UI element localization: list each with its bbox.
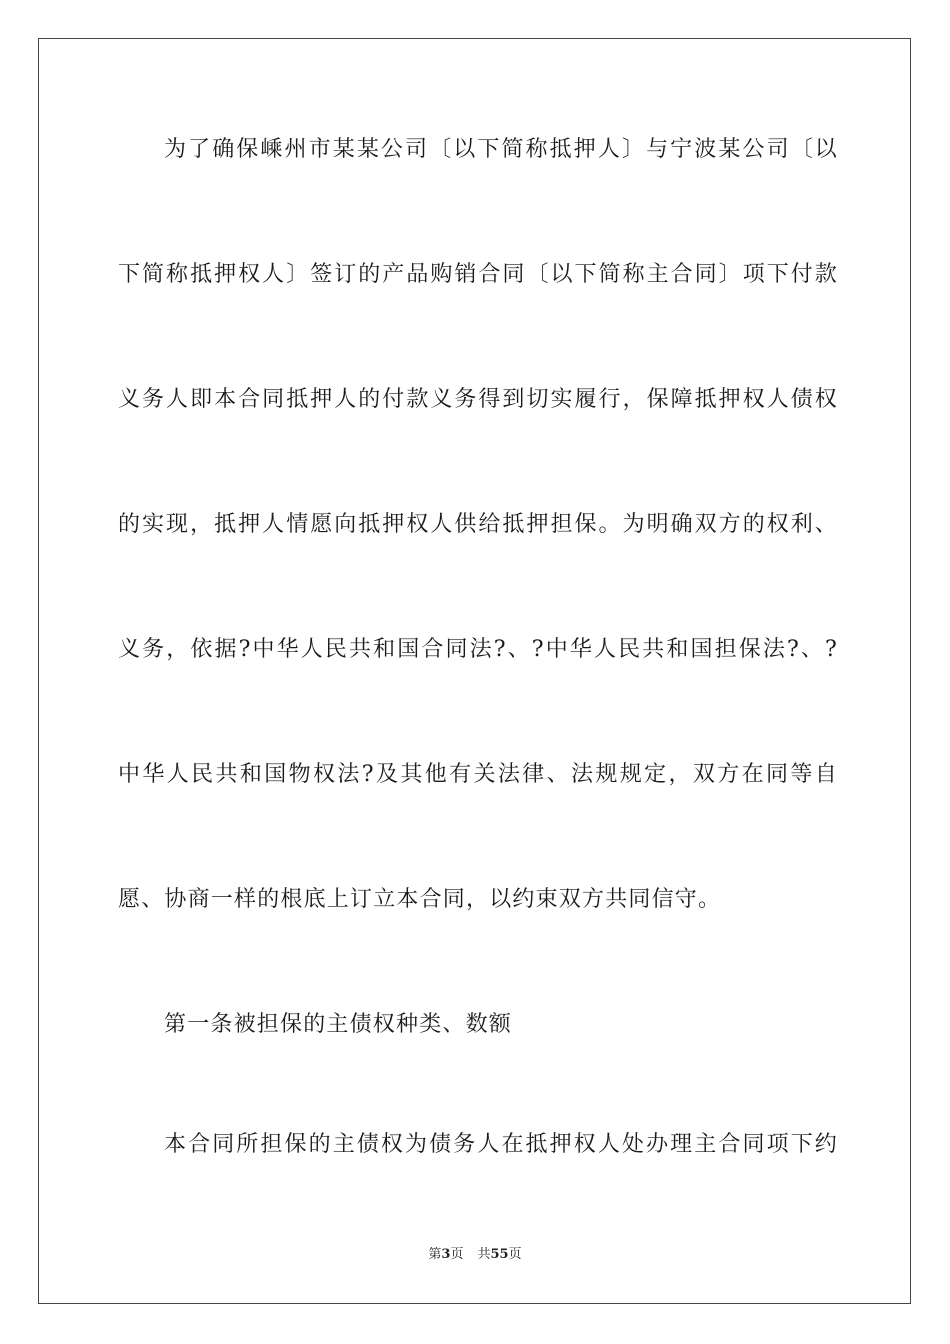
paragraph-line: 本合同所担保的主债权为债务人在抵押权人处办理主合同项下约: [164, 1132, 838, 1157]
paragraph-line: 为了确保嵊州市某某公司〔以下简称抵押人〕与宁波某公司〔以: [164, 137, 838, 162]
page-suffix: 页: [450, 1247, 464, 1262]
paragraph-line: 愿、协商一样的根底上订立本合同，以约束双方共同信守。: [118, 887, 722, 912]
total-pages: 55: [490, 1247, 509, 1262]
paragraph-line: 义务，依据?中华人民共和国合同法?、?中华人民共和国担保法?、?: [118, 637, 838, 662]
page-prefix: 第: [428, 1247, 442, 1262]
paragraph-line: 的实现，抵押人情愿向抵押权人供给抵押担保。为明确双方的权利、: [118, 512, 838, 537]
paragraph-line: 下简称抵押权人〕签订的产品购销合同〔以下简称主合同〕项下付款: [118, 262, 838, 287]
page-number: 3: [441, 1247, 451, 1262]
paragraph-line: 中华人民共和国物权法?及其他有关法律、法规规定，双方在同等自: [118, 762, 838, 787]
paragraph-line: 义务人即本合同抵押人的付款义务得到切实履行，保障抵押权人债权: [118, 387, 838, 412]
section-heading: 第一条被担保的主债权种类、数额: [164, 1012, 513, 1037]
page-border: [38, 38, 911, 1304]
total-prefix: 共: [477, 1247, 491, 1262]
total-suffix: 页: [508, 1247, 522, 1262]
page-footer: [0, 1246, 950, 1264]
